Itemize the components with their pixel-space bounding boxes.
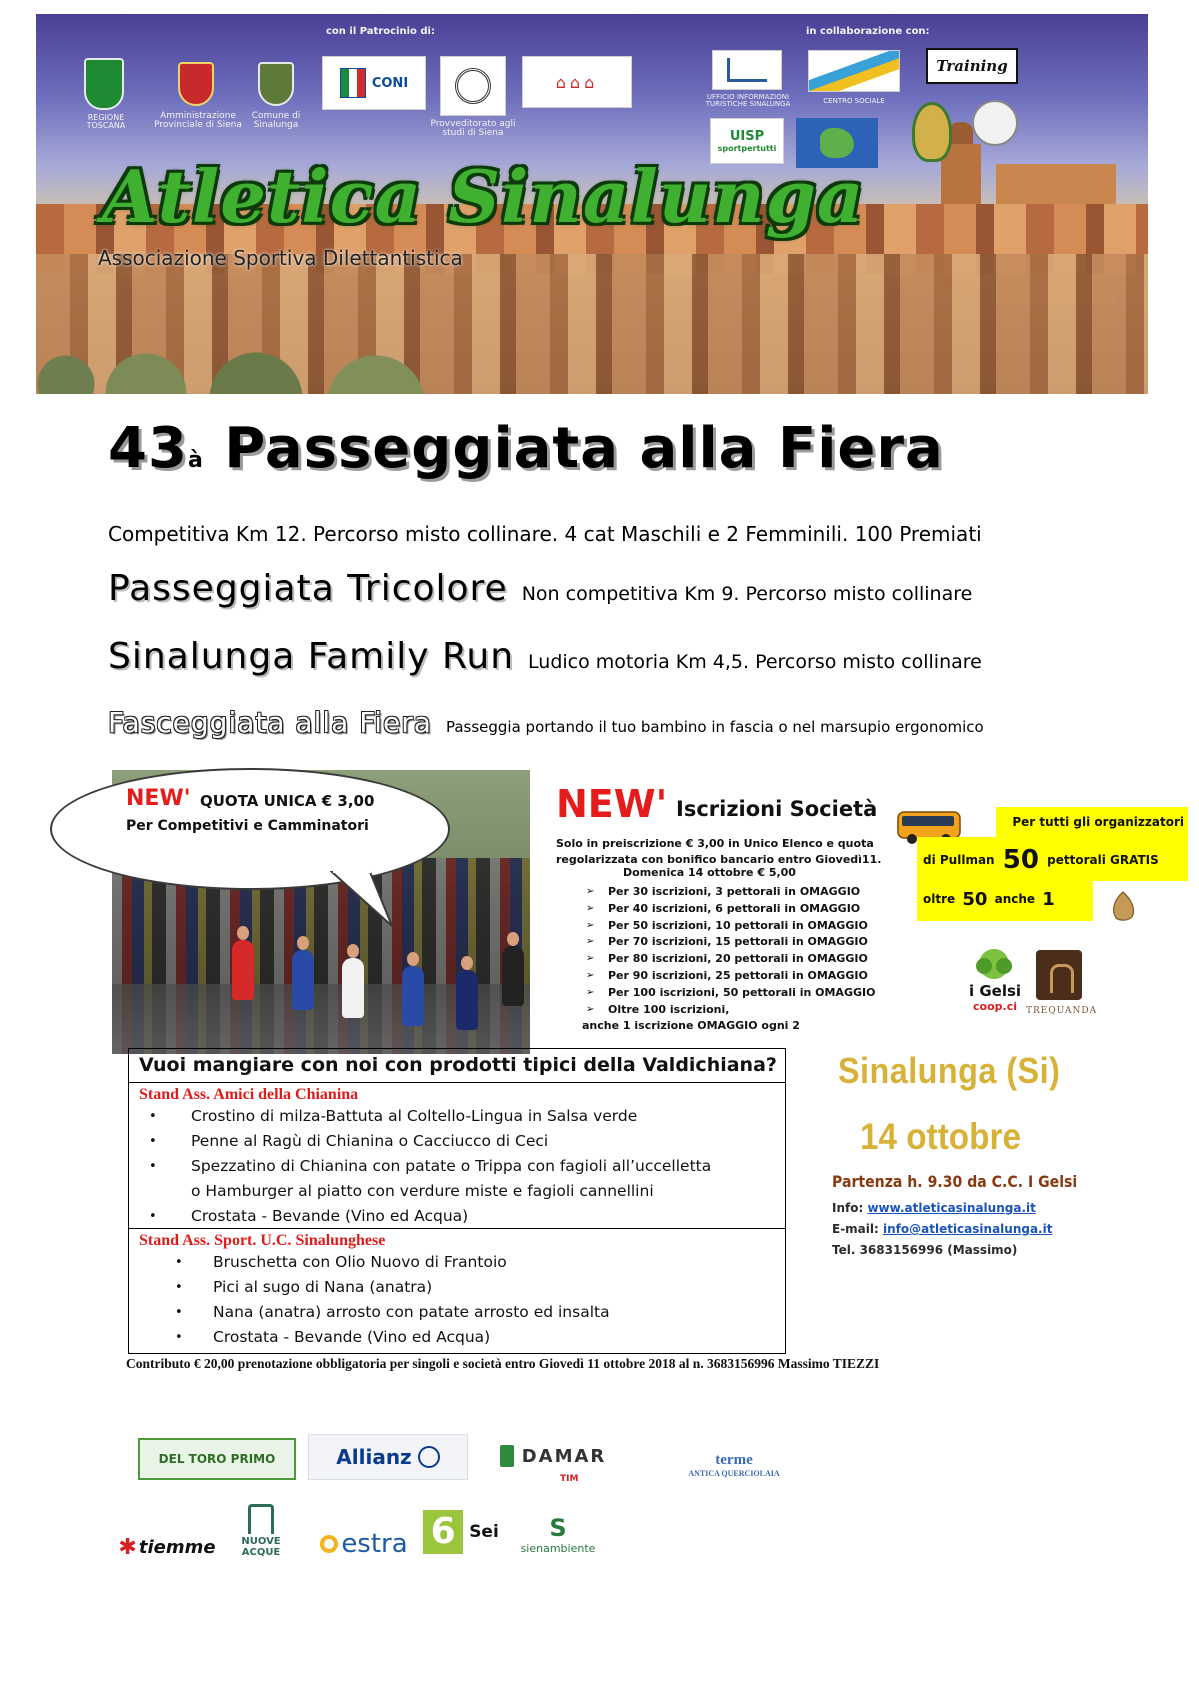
regione-caption: REGIONE TOSCANA <box>86 113 126 131</box>
stand-1-title: Stand Ass. Amici della Chianina <box>139 1086 359 1103</box>
sei-text: Sei <box>469 1522 499 1542</box>
oltre-label: oltre <box>923 892 956 906</box>
comune-caption: Comune di Sinalunga <box>251 111 301 131</box>
food-menu-box <box>128 1048 786 1354</box>
organizzatori-line-3 <box>917 881 1093 921</box>
email-link[interactable]: info@atleticasinalunga.it <box>883 1222 1053 1236</box>
training-text: Training <box>936 57 1008 75</box>
edition-suffix: à <box>187 448 204 473</box>
tiemme-runner-icon: ✱ <box>118 1534 137 1560</box>
menu-item-text: Nana (anatra) arrosto con patate arrosto ed insalta <box>213 1303 610 1321</box>
coni-logo <box>322 56 426 110</box>
people-icon: ⌂⌂⌂ <box>555 72 599 92</box>
provincia-crest-icon <box>178 62 214 106</box>
bullet-icon: • <box>175 1255 183 1270</box>
event-date: 14 ottobre <box>860 1116 1021 1157</box>
patrocinio-label: con il Patrocinio di: <box>326 26 435 37</box>
star-emblem-icon <box>455 68 491 104</box>
list-item: ➢ Per 80 iscrizioni, 20 pettorali in OMAGGIO <box>586 951 875 968</box>
nuoveacque-mark-icon <box>248 1504 274 1534</box>
speech-bubble-tail <box>330 870 400 930</box>
terme-text: terme <box>715 1452 753 1468</box>
sponsor-damar-logo <box>480 1438 626 1474</box>
coop-logo-text: coop.ci <box>973 1000 1017 1013</box>
banner-title: Atletica Sinalunga <box>102 154 865 239</box>
societa-domenica: Domenica 14 ottobre € 5,00 <box>623 866 796 879</box>
tricolore-desc: Non competitiva Km 9. Percorso misto collinare <box>521 583 973 605</box>
sponsor-deltoro-logo <box>138 1438 296 1480</box>
coni-text: CONI <box>371 75 409 91</box>
organizzatori-line-2 <box>917 837 1188 881</box>
bullet-icon: • <box>175 1305 183 1320</box>
info-mail-label: E-mail: <box>832 1222 879 1236</box>
menu-item-text: Bruschetta con Olio Nuovo di Frantoio <box>213 1253 507 1271</box>
ufficio-turistico-logo <box>712 50 782 90</box>
partenza-info: Partenza h. 9.30 da C.C. I Gelsi <box>832 1172 1078 1191</box>
list-item-continuation: anche 1 iscrizione OMAGGIO ogni 2 <box>582 1019 800 1033</box>
list-item <box>175 1275 785 1300</box>
page-title <box>108 416 944 481</box>
menu-item-text: Penne al Ragù di Chianina o Cacciucco di Ceci <box>191 1132 549 1150</box>
bullet-icon: • <box>175 1330 183 1345</box>
pullman-label: di Pullman <box>923 853 995 867</box>
list-item: ➢ Per 50 iscrizioni, 10 pettorali in OMAGGIO <box>586 918 875 935</box>
gelsi-logo-text: i Gelsi <box>968 982 1022 1000</box>
header-banner <box>36 14 1148 394</box>
runner-figure <box>232 940 254 1000</box>
provveditorato-caption: Provveditorato agli studi di Siena <box>430 119 516 139</box>
runner-figure <box>456 970 478 1030</box>
bubble-quota: QUOTA UNICA € 3,00 <box>200 792 375 810</box>
website-link[interactable]: www.atleticasinalunga.it <box>867 1201 1036 1215</box>
pettorali-gratis-label: pettorali GRATIS <box>1047 853 1159 867</box>
provincia-caption: Amministrazione Provinciale di Siena <box>154 111 242 131</box>
family-run-line <box>108 636 982 677</box>
deltoro-text: DEL TORO PRIMO <box>158 1452 276 1466</box>
trequanda-logo-text: TREQUANDA <box>1026 1006 1098 1016</box>
sponsor-nuoveacque-logo <box>236 1500 286 1562</box>
tricolore-line <box>108 568 972 609</box>
bullet-icon: • <box>149 1109 157 1124</box>
sponsor-6sei-logo <box>420 1508 502 1556</box>
info-tel: Tel. 3683156996 (Massimo) <box>832 1243 1018 1257</box>
list-item <box>175 1325 785 1350</box>
list-item: ➢ Per 70 iscrizioni, 15 pettorali in OMAGGIO <box>586 934 875 951</box>
list-item <box>175 1250 785 1275</box>
stand-1-list <box>129 1104 785 1229</box>
list-item <box>149 1154 785 1179</box>
sienambiente-mark-icon: S <box>549 1513 567 1542</box>
allianz-text: Allianz <box>336 1445 412 1469</box>
competitiva-line: Competitiva Km 12. Percorso misto collinare. 4 cat Maschili e 2 Femminili. 100 Premiati <box>108 522 982 546</box>
bullet-icon: • <box>149 1209 157 1224</box>
comune-crest-icon <box>258 62 294 106</box>
training-logo <box>926 48 1018 84</box>
info-mail-row <box>832 1222 1052 1236</box>
list-item: ➢ Per 90 iscrizioni, 25 pettorali in OMAGGIO <box>586 968 875 985</box>
bubble-per: Per Competitivi e Camminatori <box>126 818 369 834</box>
ufficio-caption: UFFICIO INFORMAZIONI TURISTICHE SINALUNGA <box>705 93 791 109</box>
allianz-emblem-icon <box>418 1446 440 1468</box>
runner-figure <box>342 958 364 1018</box>
societa-title: Iscrizioni Società <box>676 797 878 821</box>
menu-item-text: Crostata - Bevande (Vino ed Acqua) <box>191 1207 469 1225</box>
bullet-icon: • <box>175 1280 183 1295</box>
anche-label: anche <box>994 892 1036 906</box>
banner-subtitle: Associazione Sportiva Dilettantistica <box>98 246 463 270</box>
runner-figure <box>402 966 424 1026</box>
sponsor-estra-logo <box>308 1526 420 1562</box>
runner-figure <box>292 950 314 1010</box>
list-item: ➢ Oltre 100 iscrizioni, <box>586 1002 875 1019</box>
tricolore-name: Passeggiata Tricolore <box>108 568 508 609</box>
event-title: Passeggiata alla Fiera <box>224 416 944 481</box>
sponsor-sienambiente-logo <box>522 1508 594 1560</box>
estra-text: estra <box>341 1529 408 1559</box>
menu-item-text: Crostata - Bevande (Vino ed Acqua) <box>213 1328 491 1346</box>
fasceggiata-line <box>108 706 984 739</box>
bullet-icon: • <box>149 1159 157 1174</box>
family-run-name: Sinalunga Family Run <box>108 636 515 677</box>
info-web-row <box>832 1201 1036 1215</box>
flag-shield-icon <box>340 68 366 98</box>
event-city: Sinalunga (Si) <box>838 1050 1061 1091</box>
sponsor-tiemme-logo <box>116 1530 218 1564</box>
sponsor-terme-logo <box>664 1452 804 1482</box>
bubble-new-badge: NEW' <box>126 786 191 811</box>
crest-logo-icon <box>912 102 952 162</box>
runner-figure <box>502 946 524 1006</box>
fasceggiata-name: Fasceggiata alla Fiera <box>108 706 432 739</box>
anche-count: 1 <box>1042 889 1055 910</box>
estra-ring-icon <box>320 1535 338 1553</box>
repubblica-emblem-logo <box>440 56 506 116</box>
damar-mark-icon <box>500 1445 514 1467</box>
list-item <box>149 1129 785 1154</box>
nuoveacque-text: NUOVE ACQUE <box>241 1536 281 1558</box>
roundel-logo-icon <box>972 100 1018 146</box>
info-web-label: Info: <box>832 1201 864 1215</box>
sponsor-allianz-logo <box>308 1434 468 1480</box>
centro-sociale-caption: CENTRO SOCIALE <box>823 97 885 105</box>
menu-question: Vuoi mangiare con noi con prodotti tipici della Valdichiana? <box>129 1049 785 1083</box>
menu-item-text: o Hamburger al piatto con verdure miste e fagioli cannellini <box>191 1182 654 1200</box>
edition-number: 43 <box>108 416 188 481</box>
sponsor-tim-text: TIM <box>560 1474 579 1484</box>
bullet-icon: • <box>149 1134 157 1149</box>
menu-item-text: Crostino di milza-Battuta al Coltello-Lingua in Salsa verde <box>191 1107 638 1125</box>
chestnut-icon <box>1108 890 1138 922</box>
uisp-text: UISP <box>729 129 765 144</box>
olive-trees <box>36 324 456 394</box>
list-item: ➢ Per 100 iscrizioni, 50 pettorali in OMAGGIO <box>586 985 875 1002</box>
list-item <box>191 1179 785 1204</box>
list-item <box>175 1300 785 1325</box>
fasceggiata-desc: Passeggia portando il tuo bambino in fascia o nel marsupio ergonomico <box>445 718 984 736</box>
list-item <box>149 1204 785 1229</box>
organizzatori-line-1: Per tutti gli organizzatori <box>996 807 1188 837</box>
oltre-count: 50 <box>962 889 988 910</box>
tiemme-text: tiemme <box>138 1536 216 1558</box>
six-mark-icon: 6 <box>423 1510 463 1554</box>
trequanda-arch-icon <box>1036 950 1082 1000</box>
menu-item-text: Spezzatino di Chianina con patate o Trippa con fagioli all’uccelletta <box>191 1157 712 1175</box>
list-item: ➢ Per 30 iscrizioni, 3 pettorali in OMAGGIO <box>586 884 875 901</box>
stand-2-title: Stand Ass. Sport. U.C. Sinalunghese <box>139 1232 386 1249</box>
family-logo <box>522 56 632 108</box>
terme-sub-text: ANTICA QUERCIOLAIA <box>688 1469 780 1478</box>
regione-toscana-logo <box>84 58 124 110</box>
societa-new-badge: NEW' <box>556 782 668 826</box>
uisp-sub-text: sportpertutti <box>717 144 777 153</box>
stand-2-section <box>129 1229 785 1350</box>
centro-sociale-logo <box>808 50 900 92</box>
contributo-note: Contributo € 20,00 prenotazione obbligatoria per singoli e società entro Giovedì 11 ottobre 2018 al n. 3683156996 Massimo TIEZZI <box>126 1356 880 1371</box>
damar-text: DAMAR <box>521 1445 607 1467</box>
stand-2-list <box>129 1250 785 1350</box>
pullman-count: 50 <box>1002 845 1039 875</box>
societa-intro: Solo in preiscrizione € 3,00 in Unico Elenco e quota regolarizzata con bonifico bancario entro Giovedì11. <box>556 837 882 866</box>
family-run-desc: Ludico motoria Km 4,5. Percorso misto collinare <box>528 651 982 673</box>
menu-item-text: Pici al sugo di Nana (anatra) <box>213 1278 433 1296</box>
societa-list <box>582 884 876 1035</box>
stand-1-section <box>129 1083 785 1229</box>
list-item <box>149 1104 785 1129</box>
tower-icon <box>727 58 767 82</box>
sienambiente-text: sienambiente <box>520 1541 596 1555</box>
list-item: ➢ Per 40 iscrizioni, 6 pettorali in OMAGGIO <box>586 901 875 918</box>
collaborazione-label: in collaborazione con: <box>806 26 930 37</box>
